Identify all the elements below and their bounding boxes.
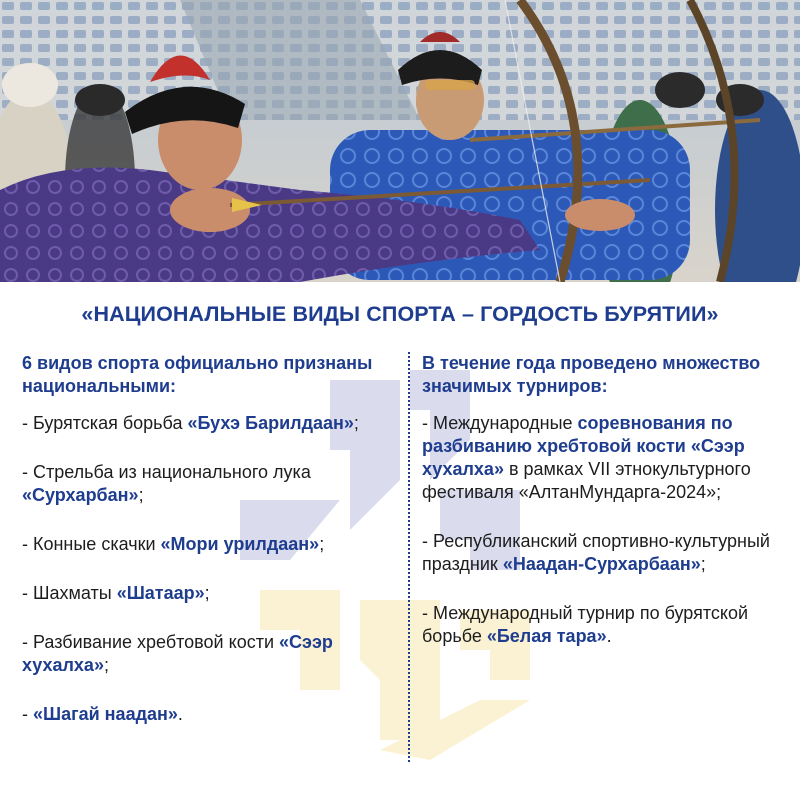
list-item xyxy=(22,582,402,605)
left-heading: 6 видов спорта официально признаны национальными: xyxy=(22,353,373,396)
item-text: в рамках VII этнокультурного фестиваля «АлтанМундарга-2024»; xyxy=(422,459,751,502)
item-text: ; xyxy=(138,485,144,505)
item-text: ; xyxy=(204,583,210,603)
item-text: - Республиканский спортивно-культурный праздник xyxy=(422,531,770,574)
list-item xyxy=(422,530,792,576)
item-text: - Бурятская борьба xyxy=(22,413,188,433)
item-text: - Международные xyxy=(422,413,578,433)
right-column xyxy=(422,352,792,674)
item-highlight: «Шатаар» xyxy=(116,583,205,603)
item-text: - xyxy=(22,704,33,724)
left-column xyxy=(22,352,402,752)
item-highlight: «Мори урилдаан» xyxy=(160,534,320,554)
item-text: ; xyxy=(353,413,359,433)
list-item xyxy=(22,631,402,677)
right-heading: В течение года проведено множество значимых турниров: xyxy=(422,353,761,396)
item-highlight: «Шагай наадан» xyxy=(33,704,178,724)
item-text: ; xyxy=(103,655,109,675)
item-text: ; xyxy=(319,534,325,554)
item-highlight: «Наадан-Сурхарбаан» xyxy=(502,554,701,574)
item-text: - Конные скачки xyxy=(22,534,161,554)
archers-photo-illustration xyxy=(0,0,800,282)
item-highlight: «Сээр хухалха» xyxy=(22,632,333,675)
item-text: - Международный турнир по бурятской борьбе xyxy=(422,603,749,646)
item-text: ; xyxy=(700,554,706,574)
item-highlight: «Бухэ Барилдаан» xyxy=(187,413,354,433)
list-item xyxy=(422,412,792,504)
item-text: - Стрельба из национального лука xyxy=(22,462,311,482)
item-highlight: соревнования по разбиванию хребтовой кости «Сээр хухалха» xyxy=(422,413,745,479)
item-highlight: «Белая тара» xyxy=(486,626,607,646)
list-item xyxy=(422,602,792,648)
headline: «НАЦИОНАЛЬНЫЕ ВИДЫ СПОРТА – ГОРДОСТЬ БУРЯТИИ» xyxy=(81,302,719,326)
list-item xyxy=(22,703,402,726)
item-text: . xyxy=(177,704,183,724)
header-photo xyxy=(0,0,800,282)
list-item xyxy=(22,412,402,435)
item-highlight: «Сурхарбан» xyxy=(22,485,139,505)
list-item xyxy=(22,533,402,556)
item-text: . xyxy=(606,626,612,646)
list-item xyxy=(22,461,402,507)
column-divider xyxy=(408,352,410,762)
item-text: - Разбивание хребтовой кости xyxy=(22,632,280,652)
item-text: - Шахматы xyxy=(22,583,117,603)
